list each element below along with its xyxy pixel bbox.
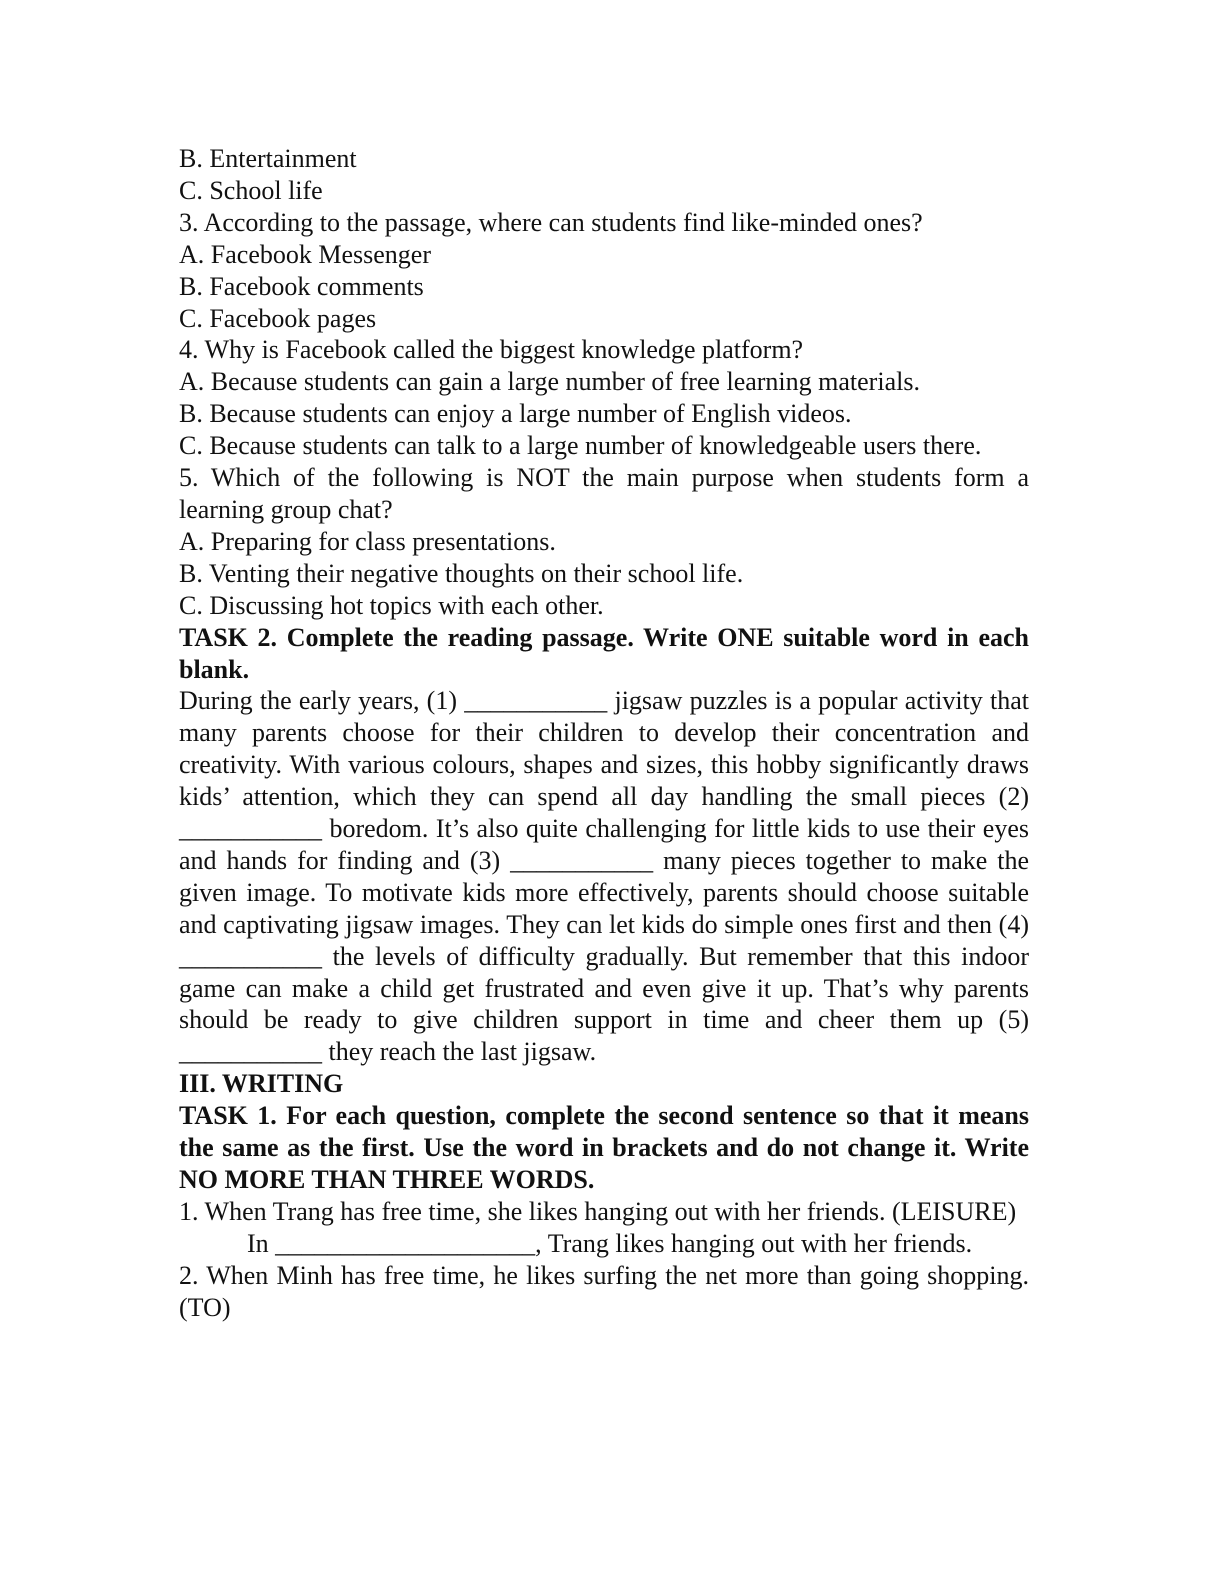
q3-option-a: A. Facebook Messenger bbox=[179, 239, 431, 269]
q5-option-b: B. Venting their negative thoughts on their school life. bbox=[179, 558, 744, 588]
q5-option-c: C. Discussing hot topics with each other. bbox=[179, 590, 604, 620]
writing-item-2: 2. When Minh has free time, he likes surfing the net more than going shopping. (TO) bbox=[179, 1260, 1029, 1322]
writing-section-title: III. WRITING bbox=[179, 1069, 344, 1099]
writing-task1-heading: TASK 1. For each question, complete the second sentence so that it means the same as the first. Use the word in brackets and do not change it. Write NO MORE THAN THREE WORDS. bbox=[179, 1101, 1029, 1194]
q2-option-c: C. School life bbox=[179, 175, 323, 205]
q4-option-b: B. Because students can enjoy a large number of English videos. bbox=[179, 399, 852, 429]
document-page bbox=[179, 143, 1029, 1324]
q3-option-c: C. Facebook pages bbox=[179, 303, 377, 333]
q4-option-a: A. Because students can gain a large number of free learning materials. bbox=[179, 367, 920, 397]
task2-heading: TASK 2. Complete the reading passage. Write ONE suitable word in each blank. bbox=[179, 622, 1029, 684]
q5-question: 5. Which of the following is NOT the main purpose when students form a learning group chat? bbox=[179, 463, 1029, 524]
writing-item-1-answer: In ____________________, Trang likes hanging out with her friends. bbox=[247, 1228, 973, 1258]
q3-option-b: B. Facebook comments bbox=[179, 271, 424, 301]
q4-question: 4. Why is Facebook called the biggest knowledge platform? bbox=[179, 335, 804, 365]
task2-passage: During the early years, (1) ___________ jigsaw puzzles is a popular activity that many parents choose for their children to develop their concentration and creativity. With various colours, shapes and sizes, this hobby significantly draws kids’ attention, which they can spend all day handling the small pieces (2) ___________ boredom. It’s also quite challenging for little kids to use their eyes and hands for finding and (3) ___________ many pieces together to make the given image. To motivate kids more effectively, parents should choose suitable and captivating jigsaw images. They can let kids do simple ones first and then (4) ___________ the levels of difficulty gradually. But remember that this indoor game can make a child get frustrated and even give it up. That’s why parents should be ready to give children support in time and cheer them up (5) ___________ they reach the last jigsaw. bbox=[179, 686, 1029, 1067]
q3-question: 3. According to the passage, where can students find like-minded ones? bbox=[179, 207, 923, 237]
writing-item-1: 1. When Trang has free time, she likes hanging out with her friends. (LEISURE) bbox=[179, 1196, 1017, 1226]
q5-option-a: A. Preparing for class presentations. bbox=[179, 526, 556, 556]
q4-option-c: C. Because students can talk to a large number of knowledgeable users there. bbox=[179, 431, 982, 461]
q2-option-b: B. Entertainment bbox=[179, 144, 357, 173]
